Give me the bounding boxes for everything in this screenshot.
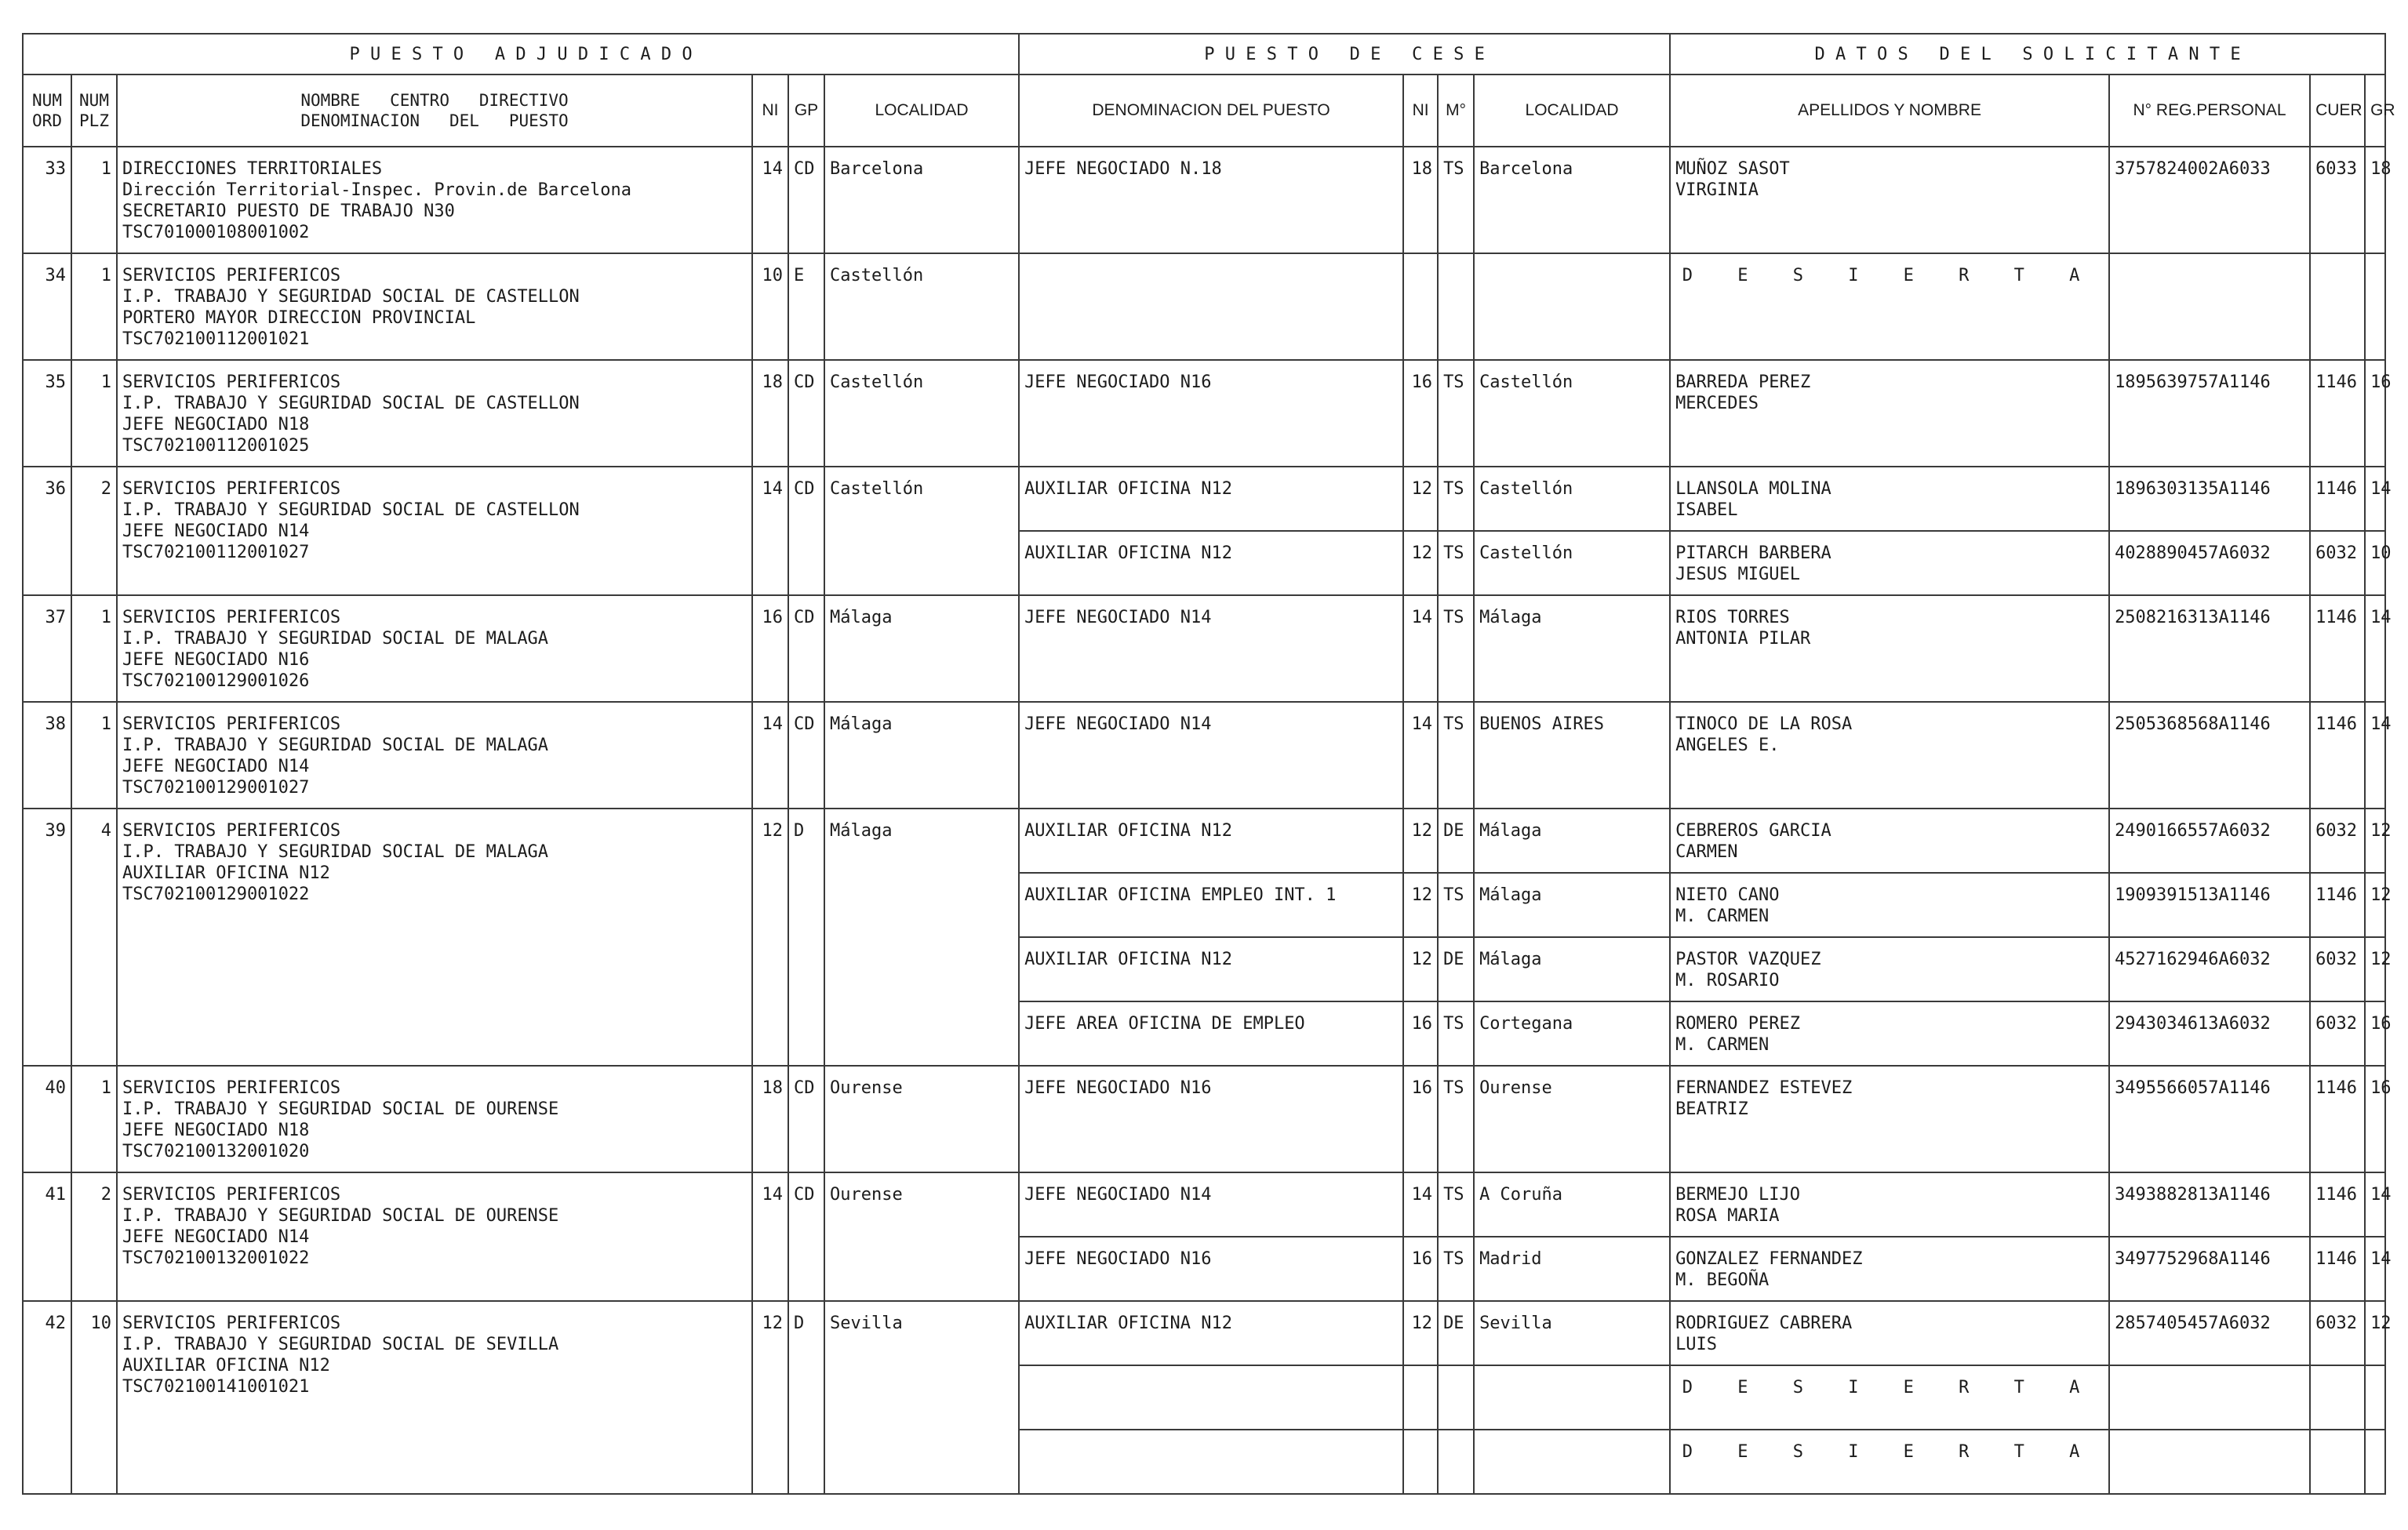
- cuer-cell: 1146: [2310, 360, 2365, 467]
- table-row: [23, 1172, 2385, 1237]
- ni-cese-cell: [1403, 1365, 1438, 1430]
- m-cell: TS: [1438, 1237, 1474, 1301]
- m-cell: DE: [1438, 937, 1474, 1001]
- ni-cese-cell: 12: [1403, 1301, 1438, 1365]
- nombre-centro-cell: SERVICIOS PERIFERICOS I.P. TRABAJO Y SEGURIDAD SOCIAL DE SEVILLA AUXILIAR OFICINA N12 TSC702100141001021: [117, 1301, 752, 1494]
- denominacion-cese-cell: AUXILIAR OFICINA N12: [1019, 531, 1403, 595]
- table-row: [23, 467, 2385, 531]
- denominacion-cese-cell: [1019, 1365, 1403, 1430]
- ni-cell: 18: [752, 1066, 788, 1172]
- localidad-cese-cell: [1474, 1365, 1670, 1430]
- reg-personal-cell: 2857405457A6032: [2109, 1301, 2310, 1365]
- m-cell: TS: [1438, 1001, 1474, 1066]
- num-ord-cell: 37: [23, 595, 71, 702]
- apellidos-nombre-cell: BARREDA PEREZ MERCEDES: [1670, 360, 2109, 467]
- m-cell: TS: [1438, 467, 1474, 531]
- table-row: [23, 360, 2385, 467]
- num-plz-cell: 2: [71, 467, 117, 595]
- gp-cell: CD: [788, 467, 824, 595]
- reg-personal-cell: [2109, 1430, 2310, 1494]
- denominacion-cese-cell: JEFE NEGOCIADO N16: [1019, 360, 1403, 467]
- denominacion-cese-cell: JEFE AREA OFICINA DE EMPLEO: [1019, 1001, 1403, 1066]
- title-puesto-adjudicado: P U E S T O A D J U D I C A D O: [23, 34, 1019, 75]
- ni-cell: 14: [752, 467, 788, 595]
- table-row: [23, 147, 2385, 253]
- cuer-cell: 6032: [2310, 1301, 2365, 1365]
- localidad-cell: Castellón: [824, 360, 1019, 467]
- nombre-centro-cell: SERVICIOS PERIFERICOS I.P. TRABAJO Y SEGURIDAD SOCIAL DE CASTELLON PORTERO MAYOR DIRECCION PROVINCIAL TSC702100112001021: [117, 253, 752, 360]
- header-cuer: CUER: [2310, 75, 2365, 147]
- apellidos-nombre-cell: MUÑOZ SASOT VIRGINIA: [1670, 147, 2109, 253]
- num-plz-cell: 1: [71, 1066, 117, 1172]
- title-puesto-de-cese: P U E S T O D E C E S E: [1019, 34, 1670, 75]
- nombre-centro-cell: SERVICIOS PERIFERICOS I.P. TRABAJO Y SEGURIDAD SOCIAL DE MALAGA JEFE NEGOCIADO N16 TSC702100129001026: [117, 595, 752, 702]
- num-plz-cell: 1: [71, 360, 117, 467]
- localidad-cell: Ourense: [824, 1066, 1019, 1172]
- m-cell: [1438, 253, 1474, 360]
- table-row: [23, 1066, 2385, 1172]
- denominacion-cese-cell: JEFE NEGOCIADO N14: [1019, 595, 1403, 702]
- apellidos-nombre-cell: TINOCO DE LA ROSA ANGELES E.: [1670, 702, 2109, 809]
- ni-cese-cell: [1403, 1430, 1438, 1494]
- gr-cell: 14: [2365, 1172, 2385, 1237]
- num-ord-cell: 42: [23, 1301, 71, 1494]
- gr-cell: 14: [2365, 702, 2385, 809]
- num-plz-cell: 1: [71, 147, 117, 253]
- cuer-cell: 6032: [2310, 809, 2365, 873]
- gr-cell: 14: [2365, 595, 2385, 702]
- localidad-cese-cell: Málaga: [1474, 595, 1670, 702]
- denominacion-cese-cell: JEFE NEGOCIADO N16: [1019, 1237, 1403, 1301]
- m-cell: TS: [1438, 1172, 1474, 1237]
- apellidos-nombre-cell: CEBREROS GARCIA CARMEN: [1670, 809, 2109, 873]
- localidad-cese-cell: Madrid: [1474, 1237, 1670, 1301]
- ni-cese-cell: 14: [1403, 702, 1438, 809]
- ni-cese-cell: 12: [1403, 937, 1438, 1001]
- header-gr: GR: [2365, 75, 2385, 147]
- localidad-cese-cell: Málaga: [1474, 809, 1670, 873]
- denominacion-cese-cell: JEFE NEGOCIADO N14: [1019, 1172, 1403, 1237]
- ni-cese-cell: 16: [1403, 1066, 1438, 1172]
- localidad-cell: Barcelona: [824, 147, 1019, 253]
- ni-cese-cell: 16: [1403, 1001, 1438, 1066]
- localidad-cell: Castellón: [824, 467, 1019, 595]
- gp-cell: D: [788, 809, 824, 1066]
- num-ord-cell: 39: [23, 809, 71, 1066]
- cuer-cell: [2310, 1365, 2365, 1430]
- gr-cell: 12: [2365, 873, 2385, 937]
- cuer-cell: 1146: [2310, 1066, 2365, 1172]
- localidad-cese-cell: [1474, 1430, 1670, 1494]
- localidad-cese-cell: Castellón: [1474, 467, 1670, 531]
- apellidos-nombre-cell: RIOS TORRES ANTONIA PILAR: [1670, 595, 2109, 702]
- cuer-cell: 1146: [2310, 702, 2365, 809]
- ni-cell: 18: [752, 360, 788, 467]
- localidad-cese-cell: Barcelona: [1474, 147, 1670, 253]
- denominacion-cese-cell: JEFE NEGOCIADO N14: [1019, 702, 1403, 809]
- apellidos-nombre-cell: GONZALEZ FERNANDEZ M. BEGOÑA: [1670, 1237, 2109, 1301]
- m-cell: TS: [1438, 147, 1474, 253]
- reg-personal-cell: 3495566057A1146: [2109, 1066, 2310, 1172]
- localidad-cese-cell: A Coruña: [1474, 1172, 1670, 1237]
- table-row: [23, 253, 2385, 360]
- ni-cell: 14: [752, 1172, 788, 1301]
- header-m: M°: [1438, 75, 1474, 147]
- num-plz-cell: 1: [71, 253, 117, 360]
- reg-personal-cell: 3493882813A1146: [2109, 1172, 2310, 1237]
- assignment-table-sheet: [22, 33, 2395, 1495]
- m-cell: DE: [1438, 1301, 1474, 1365]
- denominacion-cese-cell: AUXILIAR OFICINA N12: [1019, 467, 1403, 531]
- nombre-centro-cell: SERVICIOS PERIFERICOS I.P. TRABAJO Y SEGURIDAD SOCIAL DE CASTELLON JEFE NEGOCIADO N14 TSC702100112001027: [117, 467, 752, 595]
- desierta-label: D E S I E R T A: [1670, 1430, 2109, 1494]
- m-cell: TS: [1438, 702, 1474, 809]
- cuer-cell: 1146: [2310, 873, 2365, 937]
- header-num-plz: NUM PLZ: [71, 75, 117, 147]
- apellidos-nombre-cell: NIETO CANO M. CARMEN: [1670, 873, 2109, 937]
- reg-personal-cell: 3497752968A1146: [2109, 1237, 2310, 1301]
- ni-cese-cell: 18: [1403, 147, 1438, 253]
- desierta-label: D E S I E R T A: [1670, 1365, 2109, 1430]
- header-gp: GP: [788, 75, 824, 147]
- reg-personal-cell: 2490166557A6032: [2109, 809, 2310, 873]
- denominacion-cese-cell: AUXILIAR OFICINA N12: [1019, 809, 1403, 873]
- gp-cell: D: [788, 1301, 824, 1494]
- nombre-centro-cell: SERVICIOS PERIFERICOS I.P. TRABAJO Y SEGURIDAD SOCIAL DE CASTELLON JEFE NEGOCIADO N18 TSC702100112001025: [117, 360, 752, 467]
- gr-cell: 12: [2365, 937, 2385, 1001]
- ni-cese-cell: 12: [1403, 809, 1438, 873]
- localidad-cell: Sevilla: [824, 1301, 1019, 1494]
- m-cell: TS: [1438, 873, 1474, 937]
- localidad-cese-cell: Sevilla: [1474, 1301, 1670, 1365]
- title-datos-solicitante: D A T O S D E L S O L I C I T A N T E: [1670, 34, 2385, 75]
- cuer-cell: 6032: [2310, 1001, 2365, 1066]
- header-localidad-cese: LOCALIDAD: [1474, 75, 1670, 147]
- apellidos-nombre-cell: ROMERO PEREZ M. CARMEN: [1670, 1001, 2109, 1066]
- denominacion-cese-cell: [1019, 253, 1403, 360]
- m-cell: DE: [1438, 809, 1474, 873]
- reg-personal-cell: 2943034613A6032: [2109, 1001, 2310, 1066]
- localidad-cese-cell: Cortegana: [1474, 1001, 1670, 1066]
- localidad-cell: Málaga: [824, 809, 1019, 1066]
- ni-cese-cell: [1403, 253, 1438, 360]
- num-ord-cell: 34: [23, 253, 71, 360]
- gr-cell: 12: [2365, 1301, 2385, 1365]
- ni-cell: 14: [752, 702, 788, 809]
- localidad-cell: Málaga: [824, 595, 1019, 702]
- num-plz-cell: 1: [71, 595, 117, 702]
- denominacion-cese-cell: AUXILIAR OFICINA EMPLEO INT. 1: [1019, 873, 1403, 937]
- gr-cell: [2365, 253, 2385, 360]
- gr-cell: 16: [2365, 1001, 2385, 1066]
- denominacion-cese-cell: [1019, 1430, 1403, 1494]
- reg-personal-cell: 4527162946A6032: [2109, 937, 2310, 1001]
- localidad-cese-cell: Málaga: [1474, 937, 1670, 1001]
- reg-personal-cell: 3757824002A6033: [2109, 147, 2310, 253]
- gp-cell: CD: [788, 595, 824, 702]
- localidad-cese-cell: Málaga: [1474, 873, 1670, 937]
- apellidos-nombre-cell: PITARCH BARBERA JESUS MIGUEL: [1670, 531, 2109, 595]
- table-row: [23, 702, 2385, 809]
- m-cell: TS: [1438, 1066, 1474, 1172]
- header-localidad: LOCALIDAD: [824, 75, 1019, 147]
- desierta-label: D E S I E R T A: [1670, 253, 2109, 360]
- nombre-centro-cell: SERVICIOS PERIFERICOS I.P. TRABAJO Y SEGURIDAD SOCIAL DE MALAGA JEFE NEGOCIADO N14 TSC702100129001027: [117, 702, 752, 809]
- num-ord-cell: 36: [23, 467, 71, 595]
- gr-cell: [2365, 1365, 2385, 1430]
- m-cell: TS: [1438, 360, 1474, 467]
- ni-cese-cell: 12: [1403, 531, 1438, 595]
- apellidos-nombre-cell: LLANSOLA MOLINA ISABEL: [1670, 467, 2109, 531]
- gr-cell: 16: [2365, 1066, 2385, 1172]
- num-ord-cell: 33: [23, 147, 71, 253]
- cuer-cell: [2310, 253, 2365, 360]
- header-num-ord: NUM ORD: [23, 75, 71, 147]
- cuer-cell: 1146: [2310, 467, 2365, 531]
- cuer-cell: [2310, 1430, 2365, 1494]
- m-cell: [1438, 1430, 1474, 1494]
- reg-personal-cell: [2109, 1365, 2310, 1430]
- reg-personal-cell: 4028890457A6032: [2109, 531, 2310, 595]
- ni-cell: 10: [752, 253, 788, 360]
- num-plz-cell: 4: [71, 809, 117, 1066]
- header-ni-cese: NI: [1403, 75, 1438, 147]
- apellidos-nombre-cell: PASTOR VAZQUEZ M. ROSARIO: [1670, 937, 2109, 1001]
- localidad-cese-cell: BUENOS AIRES: [1474, 702, 1670, 809]
- assignment-table: [22, 33, 2395, 1495]
- table-row: [23, 595, 2385, 702]
- denominacion-cese-cell: AUXILIAR OFICINA N12: [1019, 937, 1403, 1001]
- gr-cell: [2365, 1430, 2385, 1494]
- ni-cell: 16: [752, 595, 788, 702]
- gp-cell: CD: [788, 702, 824, 809]
- denominacion-cese-cell: AUXILIAR OFICINA N12: [1019, 1301, 1403, 1365]
- num-plz-cell: 10: [71, 1301, 117, 1494]
- gp-cell: CD: [788, 147, 824, 253]
- ni-cell: 12: [752, 809, 788, 1066]
- num-ord-cell: 41: [23, 1172, 71, 1301]
- cuer-cell: 1146: [2310, 1237, 2365, 1301]
- m-cell: TS: [1438, 531, 1474, 595]
- table-row: [23, 1301, 2385, 1365]
- column-header-row: [23, 75, 2385, 147]
- table-row: [23, 809, 2385, 873]
- reg-personal-cell: 2505368568A1146: [2109, 702, 2310, 809]
- num-plz-cell: 2: [71, 1172, 117, 1301]
- localidad-cell: Castellón: [824, 253, 1019, 360]
- denominacion-cese-cell: JEFE NEGOCIADO N16: [1019, 1066, 1403, 1172]
- apellidos-nombre-cell: BERMEJO LIJO ROSA MARIA: [1670, 1172, 2109, 1237]
- ni-cese-cell: 12: [1403, 873, 1438, 937]
- nombre-centro-cell: SERVICIOS PERIFERICOS I.P. TRABAJO Y SEGURIDAD SOCIAL DE OURENSE JEFE NEGOCIADO N14 TSC702100132001022: [117, 1172, 752, 1301]
- header-denominacion-puesto: DENOMINACION DEL PUESTO: [1019, 75, 1403, 147]
- m-cell: TS: [1438, 595, 1474, 702]
- num-plz-cell: 1: [71, 702, 117, 809]
- gr-cell: 14: [2365, 467, 2385, 531]
- gp-cell: CD: [788, 1066, 824, 1172]
- header-nombre-centro: NOMBRE CENTRO DIRECTIVO DENOMINACION DEL PUESTO: [117, 75, 752, 147]
- num-ord-cell: 40: [23, 1066, 71, 1172]
- section-title-row: [23, 34, 2385, 75]
- cuer-cell: 6033: [2310, 147, 2365, 253]
- localidad-cese-cell: [1474, 253, 1670, 360]
- assignment-table-body: [23, 147, 2392, 1494]
- m-cell: [1438, 1365, 1474, 1430]
- denominacion-cese-cell: JEFE NEGOCIADO N.18: [1019, 147, 1403, 253]
- localidad-cell: Ourense: [824, 1172, 1019, 1301]
- ni-cese-cell: 14: [1403, 595, 1438, 702]
- ni-cese-cell: 12: [1403, 467, 1438, 531]
- reg-personal-cell: 1896303135A1146: [2109, 467, 2310, 531]
- num-ord-cell: 38: [23, 702, 71, 809]
- localidad-cell: Málaga: [824, 702, 1019, 809]
- ni-cell: 12: [752, 1301, 788, 1494]
- cuer-cell: 6032: [2310, 531, 2365, 595]
- gr-cell: 14: [2365, 1237, 2385, 1301]
- ni-cese-cell: 16: [1403, 1237, 1438, 1301]
- ni-cese-cell: 16: [1403, 360, 1438, 467]
- localidad-cese-cell: Castellón: [1474, 360, 1670, 467]
- gr-cell: 16: [2365, 360, 2385, 467]
- gr-cell: 18: [2365, 147, 2385, 253]
- gp-cell: CD: [788, 360, 824, 467]
- cuer-cell: 1146: [2310, 1172, 2365, 1237]
- reg-personal-cell: 1895639757A1146: [2109, 360, 2310, 467]
- gr-cell: 12: [2365, 809, 2385, 873]
- gr-cell: 10: [2365, 531, 2385, 595]
- ni-cese-cell: 14: [1403, 1172, 1438, 1237]
- cuer-cell: 6032: [2310, 937, 2365, 1001]
- nombre-centro-cell: SERVICIOS PERIFERICOS I.P. TRABAJO Y SEGURIDAD SOCIAL DE MALAGA AUXILIAR OFICINA N12 TSC702100129001022: [117, 809, 752, 1066]
- reg-personal-cell: [2109, 253, 2310, 360]
- apellidos-nombre-cell: RODRIGUEZ CABRERA LUIS: [1670, 1301, 2109, 1365]
- header-apellidos-nombre: APELLIDOS Y NOMBRE: [1670, 75, 2109, 147]
- header-ni: NI: [752, 75, 788, 147]
- reg-personal-cell: 1909391513A1146: [2109, 873, 2310, 937]
- nombre-centro-cell: SERVICIOS PERIFERICOS I.P. TRABAJO Y SEGURIDAD SOCIAL DE OURENSE JEFE NEGOCIADO N18 TSC702100132001020: [117, 1066, 752, 1172]
- nombre-centro-cell: DIRECCIONES TERRITORIALES Dirección Territorial-Inspec. Provin.de Barcelona SECRETARIO PUESTO DE TRABAJO N30 TSC701000108001002: [117, 147, 752, 253]
- ni-cell: 14: [752, 147, 788, 253]
- cuer-cell: 1146: [2310, 595, 2365, 702]
- gp-cell: CD: [788, 1172, 824, 1301]
- num-ord-cell: 35: [23, 360, 71, 467]
- apellidos-nombre-cell: FERNANDEZ ESTEVEZ BEATRIZ: [1670, 1066, 2109, 1172]
- localidad-cese-cell: Ourense: [1474, 1066, 1670, 1172]
- localidad-cese-cell: Castellón: [1474, 531, 1670, 595]
- reg-personal-cell: 2508216313A1146: [2109, 595, 2310, 702]
- header-reg-personal: N° REG.PERSONAL: [2109, 75, 2310, 147]
- gp-cell: E: [788, 253, 824, 360]
